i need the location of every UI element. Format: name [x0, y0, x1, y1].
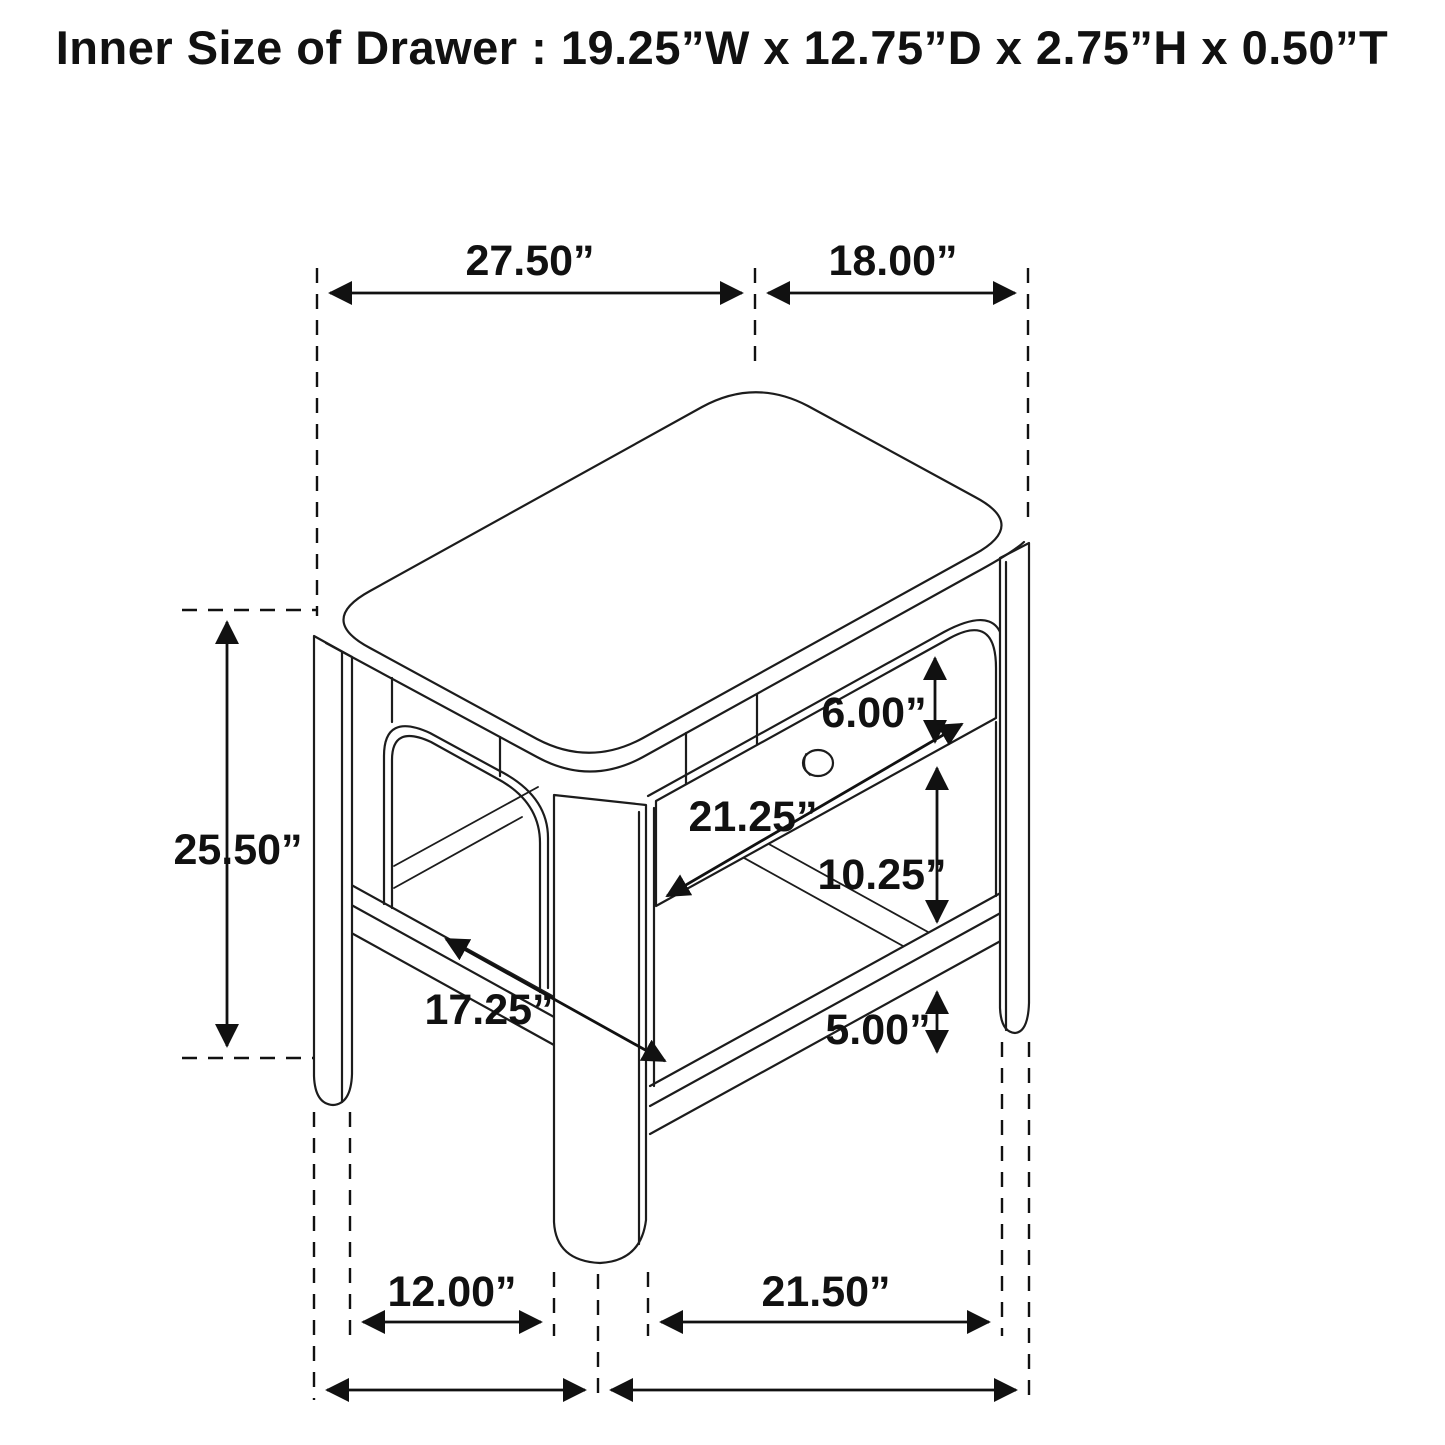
label-shelf-floor-clearance: 5.00” — [825, 1006, 931, 1054]
label-top-depth: 18.00” — [828, 237, 958, 285]
label-bottom-inner-width: 21.50” — [761, 1268, 891, 1316]
label-bottom-inner-depth: 12.00” — [387, 1268, 517, 1316]
left-leg — [314, 636, 352, 1105]
right-leg — [1000, 543, 1029, 1033]
label-drawer-opening-width: 21.25” — [688, 793, 818, 841]
label-drawer-front-height: 6.00” — [821, 689, 927, 737]
label-drawer-to-shelf-gap: 10.25” — [817, 851, 947, 899]
diagram-title: Inner Size of Drawer : 19.25”W x 12.75”D x 2.75”H x 0.50”T — [55, 21, 1389, 74]
label-overall-height: 25.50” — [173, 826, 303, 874]
label-shelf-depth: 17.25” — [424, 986, 554, 1034]
label-top-width: 27.50” — [465, 237, 595, 285]
front-leg — [554, 795, 646, 1263]
